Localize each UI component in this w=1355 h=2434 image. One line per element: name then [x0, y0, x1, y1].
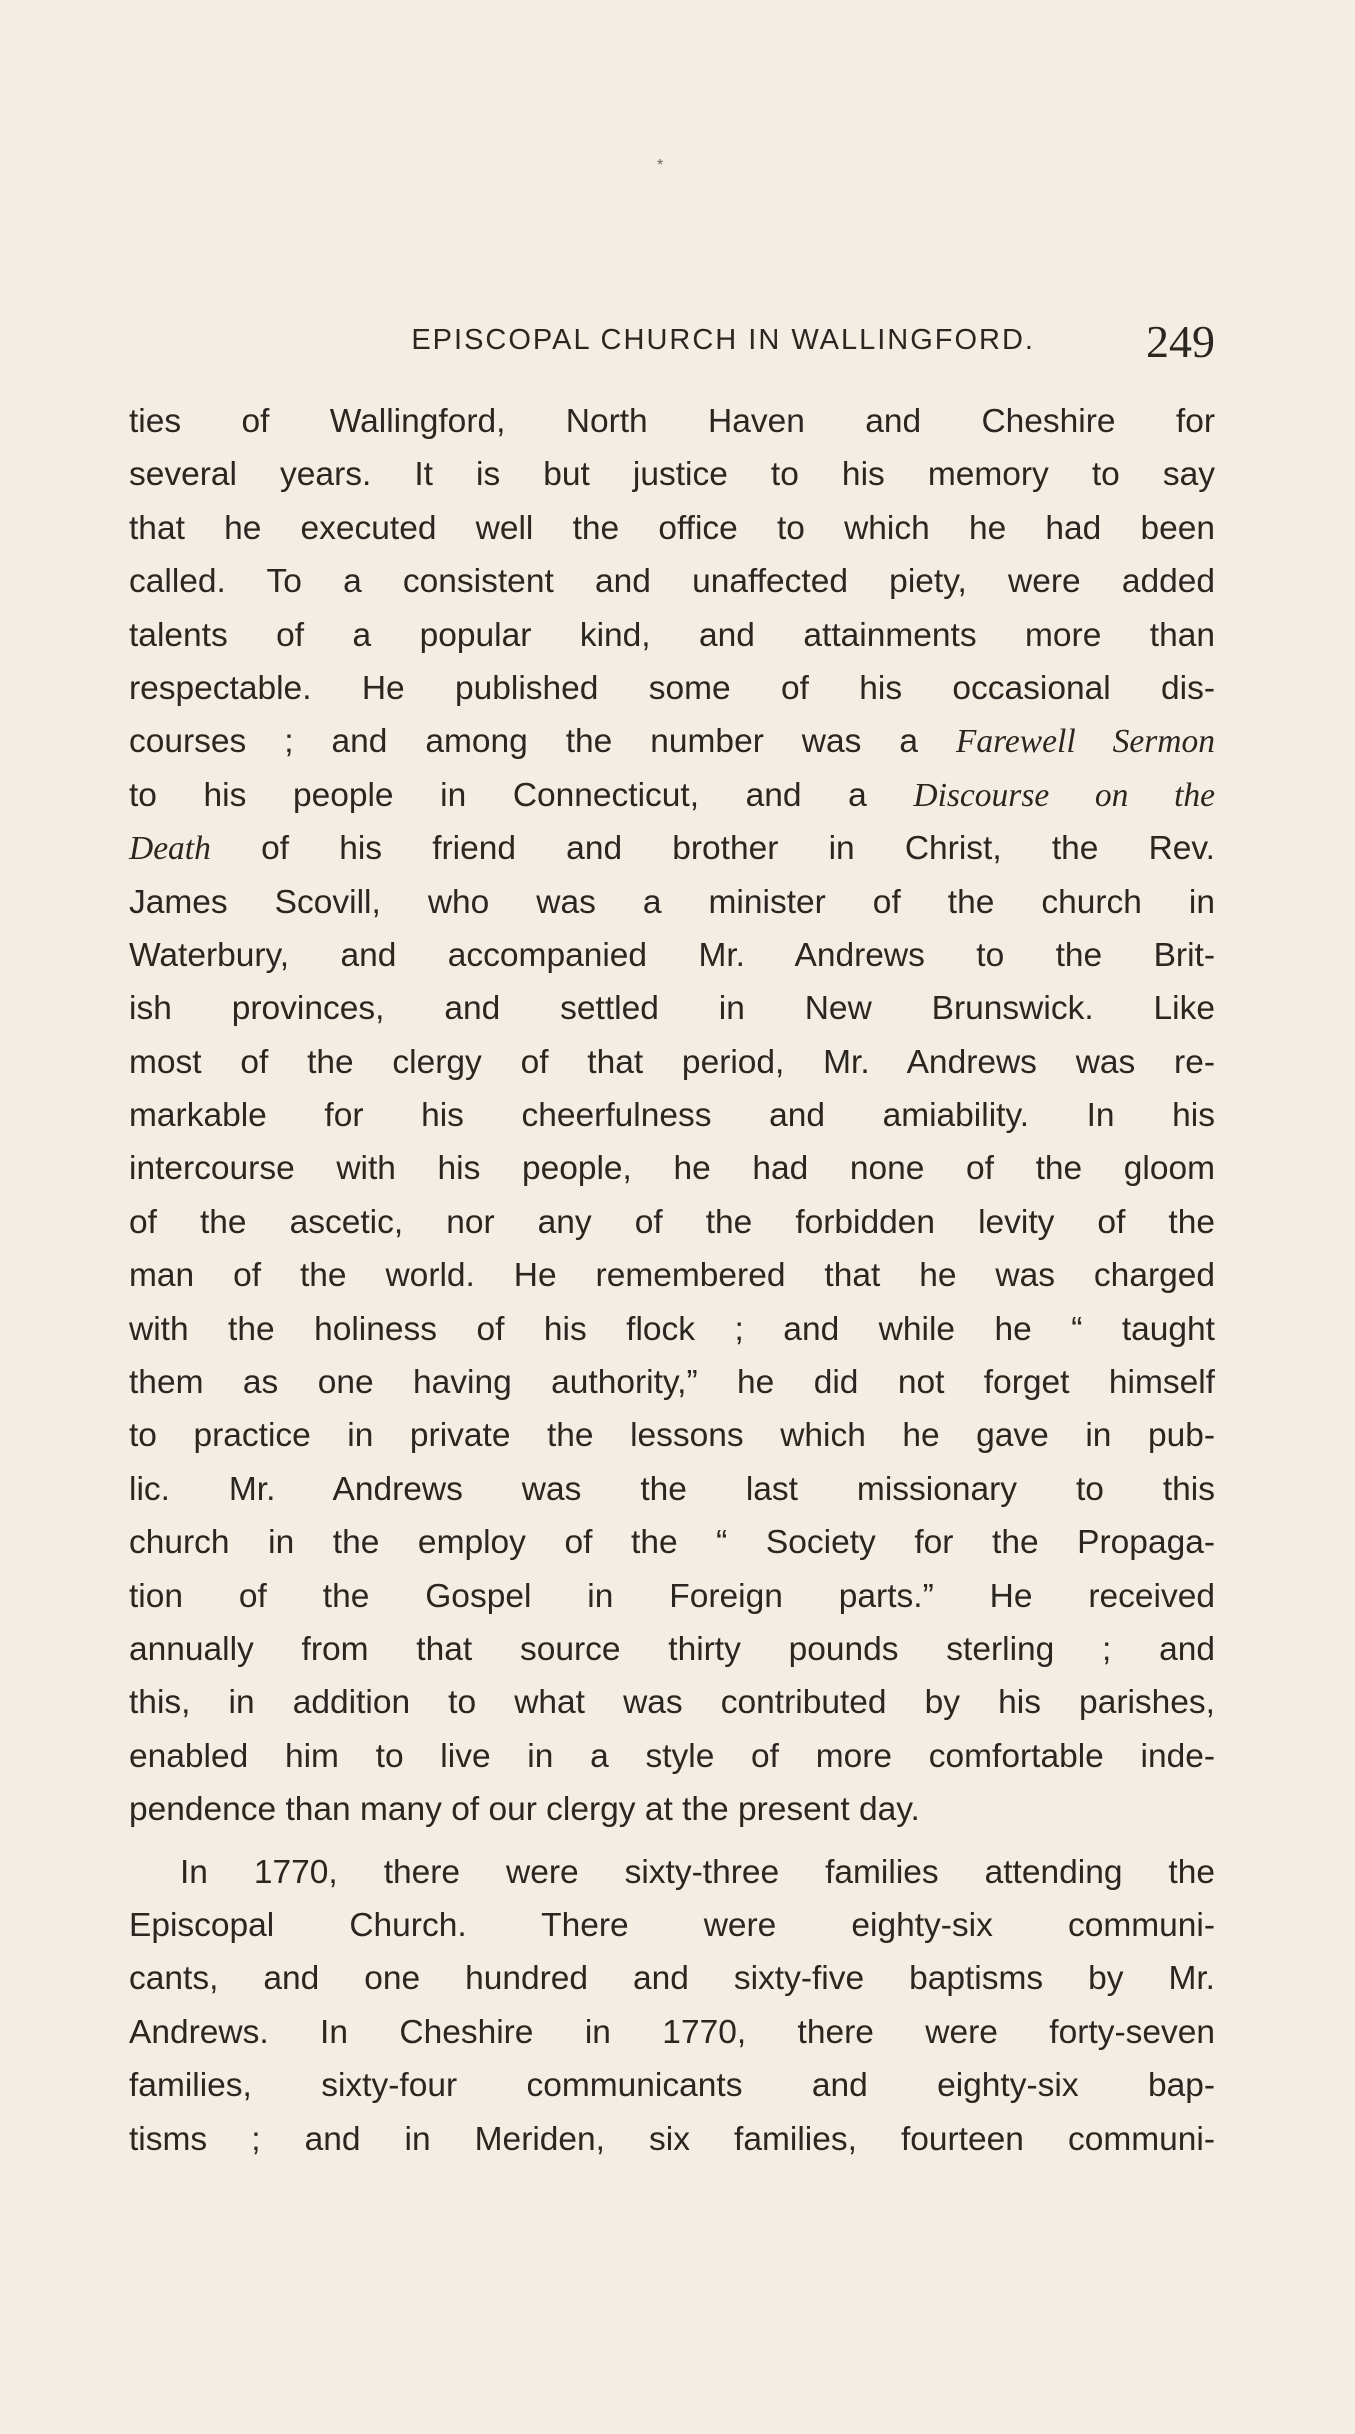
text-run: to his people in Connecticut, and a	[129, 776, 914, 814]
text-run: In 1770, there were sixty-three families attending the	[180, 1853, 1215, 1891]
text-run: enabled him to live in a style of more comfortable inde-	[129, 1737, 1215, 1775]
text-run: pendence than many of our clergy at the present day.	[129, 1791, 920, 1829]
text-line	[129, 1089, 1215, 1142]
paragraph-gap	[129, 1837, 1215, 1846]
text-run: intercourse with his people, he had none of the gloom	[129, 1150, 1215, 1188]
text-line	[129, 1196, 1215, 1249]
text-run: this, in addition to what was contributed by his parishes,	[129, 1684, 1215, 1722]
text-line	[129, 1409, 1215, 1462]
text-line	[129, 395, 1215, 448]
text-run: of the ascetic, nor any of the forbidden levity of the	[129, 1203, 1215, 1241]
text-run: Waterbury, and accompanied Mr. Andrews to the Brit-	[129, 936, 1215, 974]
text-line	[129, 2006, 1215, 2059]
ornament-mark: *	[657, 157, 664, 174]
text-run: most of the clergy of that period, Mr. Andrews was re-	[129, 1043, 1215, 1081]
text-line	[129, 822, 1215, 875]
text-line	[129, 1783, 1215, 1836]
text-line	[129, 662, 1215, 715]
text-line	[129, 1952, 1215, 2005]
text-line	[129, 448, 1215, 501]
text-run: tisms ; and in Meriden, six families, fourteen communi-	[129, 2120, 1215, 2158]
page-number: 249	[1146, 316, 1215, 367]
italic-title: Discourse on the	[913, 776, 1216, 814]
text-line	[129, 1846, 1215, 1899]
text-line	[129, 1142, 1215, 1195]
text-line	[129, 1623, 1215, 1676]
text-run: James Scovill, who was a minister of the church in	[129, 883, 1215, 921]
text-line	[129, 876, 1215, 929]
text-run: annually from that source thirty pounds sterling ; and	[129, 1630, 1215, 1668]
text-line	[129, 2059, 1215, 2112]
text-run: Andrews. In Cheshire in 1770, there were forty-seven	[129, 2013, 1215, 2051]
paragraph	[129, 1846, 1215, 2166]
text-line	[129, 555, 1215, 608]
text-line	[129, 1249, 1215, 1302]
text-line	[129, 1463, 1215, 1516]
italic-title: Death	[129, 830, 211, 868]
text-line	[129, 1356, 1215, 1409]
text-run: talents of a popular kind, and attainments more than	[129, 616, 1215, 654]
text-line	[129, 1730, 1215, 1783]
text-run: respectable. He published some of his occasional dis-	[129, 669, 1215, 707]
text-run: several years. It is but justice to his memory to say	[129, 456, 1215, 494]
text-line	[129, 1570, 1215, 1623]
text-run: church in the employ of the “ Society for the Propaga-	[129, 1524, 1215, 1562]
text-run: to practice in private the lessons which he gave in pub-	[129, 1417, 1215, 1455]
text-run: lic. Mr. Andrews was the last missionary to this	[129, 1470, 1215, 1508]
text-line	[129, 929, 1215, 982]
paragraph	[129, 395, 1215, 1837]
text-run: them as one having authority,” he did not forget himself	[129, 1364, 1215, 1402]
text-run: of his friend and brother in Christ, the Rev.	[210, 830, 1215, 868]
text-line	[129, 609, 1215, 662]
italic-title: Farewell Sermon	[955, 723, 1215, 761]
running-head: EPISCOPAL CHURCH IN WALLINGFORD.	[411, 324, 1035, 356]
text-run: ish provinces, and settled in New Brunswick. Like	[129, 990, 1215, 1028]
text-run: markable for his cheerfulness and amiability. In his	[129, 1097, 1215, 1135]
text-line	[129, 2113, 1215, 2166]
text-line	[129, 982, 1215, 1035]
text-line	[129, 502, 1215, 555]
text-line	[129, 1036, 1215, 1089]
text-run: cants, and one hundred and sixty-five baptisms by Mr.	[129, 1960, 1215, 1998]
body-text	[129, 395, 1215, 2166]
text-run: ties of Wallingford, North Haven and Cheshire for	[129, 403, 1215, 440]
text-run: that he executed well the office to which he had been	[129, 509, 1215, 547]
text-run: with the holiness of his flock ; and while he “ taught	[129, 1310, 1215, 1348]
text-run: tion of the Gospel in Foreign parts.” He received	[129, 1577, 1215, 1615]
text-line	[129, 1676, 1215, 1729]
text-run: Episcopal Church. There were eighty-six communi-	[129, 1906, 1215, 1944]
page-header	[129, 310, 1215, 370]
text-line	[129, 1516, 1215, 1569]
text-line	[129, 715, 1215, 768]
text-line	[129, 1899, 1215, 1952]
text-run: families, sixty-four communicants and eighty-six bap-	[129, 2067, 1215, 2105]
text-run: called. To a consistent and unaffected piety, were added	[129, 563, 1215, 601]
text-run: man of the world. He remembered that he was charged	[129, 1257, 1215, 1295]
text-run: courses ; and among the number was a	[129, 723, 956, 761]
text-line	[129, 1303, 1215, 1356]
text-line	[129, 769, 1215, 822]
